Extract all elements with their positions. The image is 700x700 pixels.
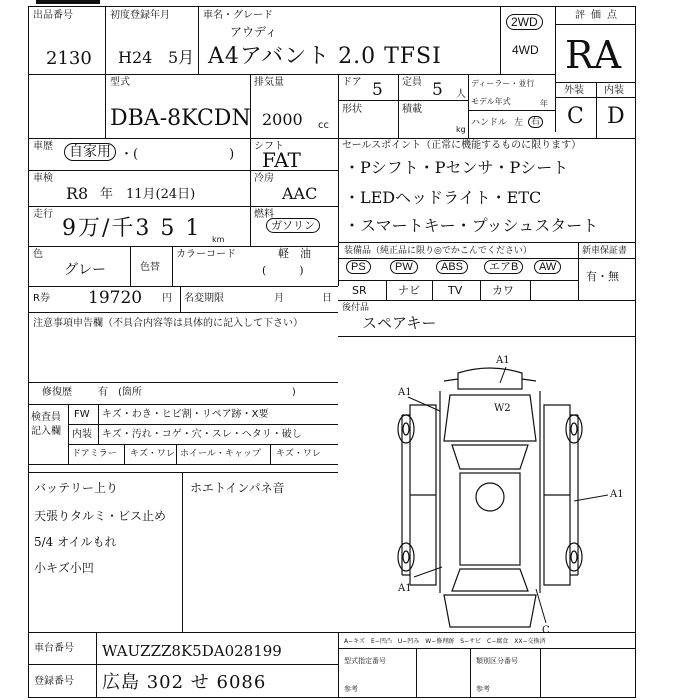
dealer-label: ディーラー・並行: [471, 79, 535, 88]
car-make: アウディ: [230, 25, 278, 39]
mark-rear: C: [542, 625, 550, 635]
fuel-other: ( ): [262, 264, 304, 277]
color-code-label: カラーコード: [176, 249, 236, 260]
model-code: DBA-8KCDN: [110, 106, 251, 131]
new-car-warranty: 有・無: [586, 271, 619, 283]
reference-1: 参考: [344, 685, 358, 693]
capacity: 5: [432, 80, 443, 100]
shape-label: 形状: [342, 104, 362, 115]
inspector-title-2: 記入欄: [31, 426, 61, 437]
ac-label: 冷房: [254, 173, 274, 184]
lot-label: 出品番号: [33, 10, 73, 21]
inspector-mirror-items: キズ・ワレ: [130, 449, 175, 459]
inspector-interior-items: キズ・汚れ・コゲ・穴・スレ・ヘタリ・破し: [102, 429, 302, 440]
color-label: 色: [33, 249, 43, 260]
equip-tv: TV: [448, 284, 463, 297]
car-model-grade: A4アバント 2.0 TFSI: [208, 44, 442, 69]
equip-abs: ABS: [436, 262, 468, 273]
registration-label: 登録番号: [34, 676, 74, 687]
inspector-wheel-items: キズ・ワレ: [276, 449, 321, 459]
remark-left-2: 天張りタルミ・ビス止め: [34, 509, 167, 523]
sheet-tab: [36, 0, 100, 4]
inspection-label: 車検: [33, 173, 53, 184]
equip-ps: PS: [346, 262, 371, 273]
fuel-label: 燃料: [254, 209, 274, 220]
doors-label: ドア: [342, 77, 362, 88]
load-unit: kg: [456, 125, 466, 134]
inspector-fw-label: FW: [74, 409, 90, 420]
inspector-mirror-label: ドアミラー: [72, 449, 117, 459]
mark-left-front: A1: [398, 387, 412, 398]
overall-score: RA: [565, 33, 622, 77]
new-car-warranty-label: 新車保証書: [582, 246, 628, 256]
sales-point-label: セールスポイント（正常に機能するものに限ります）: [342, 140, 582, 151]
shift-value: FAT: [262, 148, 301, 172]
repair-value: 有 (箇所 ): [98, 387, 296, 398]
mark-front: A1: [496, 355, 510, 366]
equip-leather: カワ: [492, 284, 514, 297]
drive-2wd: 2WD: [506, 16, 543, 28]
equip-aw: AW: [534, 262, 561, 273]
model-code-label: 型式: [110, 77, 130, 88]
first-reg-month: 5月: [168, 48, 195, 67]
handle-left: 左: [514, 118, 524, 128]
wheel-marks: [398, 415, 582, 571]
classification-label: 類別区分番号: [476, 657, 518, 665]
equip-pw: PW: [390, 262, 418, 273]
exterior-label: 外装: [564, 85, 584, 96]
capacity-unit: 人: [456, 89, 466, 100]
score-label: 評価点: [575, 10, 623, 21]
handle-right: 右: [528, 117, 543, 128]
aftermarket-label: 後付品: [342, 303, 370, 313]
chassis-number: WAUZZZ8K5DA028199: [102, 642, 282, 660]
color-change-label: 色替: [140, 262, 160, 273]
equip-sr: SR: [352, 284, 367, 297]
inspection-date: 年 11月(24日): [100, 187, 196, 202]
mileage-value: 9万/千3 5 1: [62, 216, 202, 241]
exterior-score: C: [567, 104, 584, 129]
equip-navi: ナビ: [398, 284, 420, 297]
mark-right-side: A1: [610, 489, 624, 500]
interior-score: D: [607, 104, 625, 129]
reference-2: 参考: [476, 685, 490, 693]
repair-label: 修復歴: [42, 387, 72, 398]
usage-other: ・( ): [120, 147, 235, 162]
drive-4wd: 4WD: [512, 43, 539, 57]
equip-airbag: エアB: [484, 262, 523, 273]
mark-left-rear: A1: [398, 583, 412, 594]
model-designation-label: 型式指定番号: [344, 657, 386, 665]
first-reg-era: H24: [118, 48, 153, 67]
interior-label: 内装: [604, 85, 624, 96]
model-year-label: モデル年式: [471, 97, 511, 106]
car-name-label: 車名・グレード: [203, 10, 273, 21]
load-label: 積載: [402, 104, 422, 115]
car-damage-diagram: [340, 345, 636, 635]
inspector-title-1: 検査員: [31, 412, 61, 423]
first-reg-label: 初度登録年月: [110, 10, 170, 21]
fuel-gasoline: ガソリン: [266, 220, 320, 231]
usage-value: 自家用: [64, 145, 116, 159]
sales-point-line-2: ・LEDヘッドライト・ETC: [344, 188, 542, 207]
mileage-unit: km: [212, 235, 225, 244]
mileage-label: 走行: [33, 209, 53, 220]
remark-left-4: 小キズ小凹: [34, 561, 94, 575]
displacement-label: 排気量: [254, 77, 284, 88]
handle-label: ハンドル: [471, 118, 508, 128]
equipment-label: 装備品（純正品に限り◎でかこんでください）: [344, 246, 532, 256]
remark-left-3: 5/4 オイルもれ: [34, 535, 117, 549]
lot-number: 2130: [46, 48, 92, 69]
inspector-wheel-label: ホイール・キャップ: [180, 449, 261, 459]
capacity-label: 定員: [402, 77, 422, 88]
notes-label: 注意事項申告欄（不具合内容等は具体的に記入して下さい）: [33, 318, 303, 329]
remark-left-1: バッテリー上り: [34, 481, 119, 495]
remark-right-1: ホエトインパネ音: [190, 481, 285, 495]
ac-value: AAC: [282, 184, 318, 203]
displacement-unit: cc: [318, 120, 329, 131]
damage-legend: A−キズ E−凹凸 U−凹み W−修理跡 S−サビ C−腐食 XX−交換済: [344, 638, 546, 645]
recycle-unit: 円: [162, 293, 172, 304]
usage-label: 車歴: [33, 141, 53, 152]
name-change-day: 日: [322, 293, 332, 304]
inspector-interior-label: 内装: [72, 429, 92, 440]
name-change-label: 名変期限: [184, 293, 224, 304]
mark-roof: W2: [494, 403, 511, 414]
inspector-fw-items: キズ・わき・ヒビ割・リペア跡・X要: [102, 409, 269, 420]
color-value: グレー: [64, 262, 106, 278]
year-unit: 年: [540, 99, 548, 108]
displacement: 2000: [262, 110, 303, 129]
chassis-label: 車台番号: [34, 643, 74, 654]
aftermarket-value: スペアキー: [362, 314, 437, 332]
inspection-era: R8: [66, 184, 89, 203]
registration-number: 広島 302 せ 6086: [102, 672, 267, 693]
shift-label: シフト: [254, 141, 284, 152]
sales-point-line-3: ・スマートキー・プッシュスタート: [344, 216, 599, 235]
recycle-label: R券: [33, 293, 50, 304]
car-body-outline: [402, 368, 578, 627]
fuel-diesel: 軽 油: [278, 247, 311, 260]
recycle-value: 19720: [88, 288, 143, 308]
sales-point-line-1: ・Pシフト・Pセンサ・Pシート: [344, 158, 569, 177]
doors: 5: [372, 80, 383, 100]
name-change-month: 月: [274, 293, 284, 304]
